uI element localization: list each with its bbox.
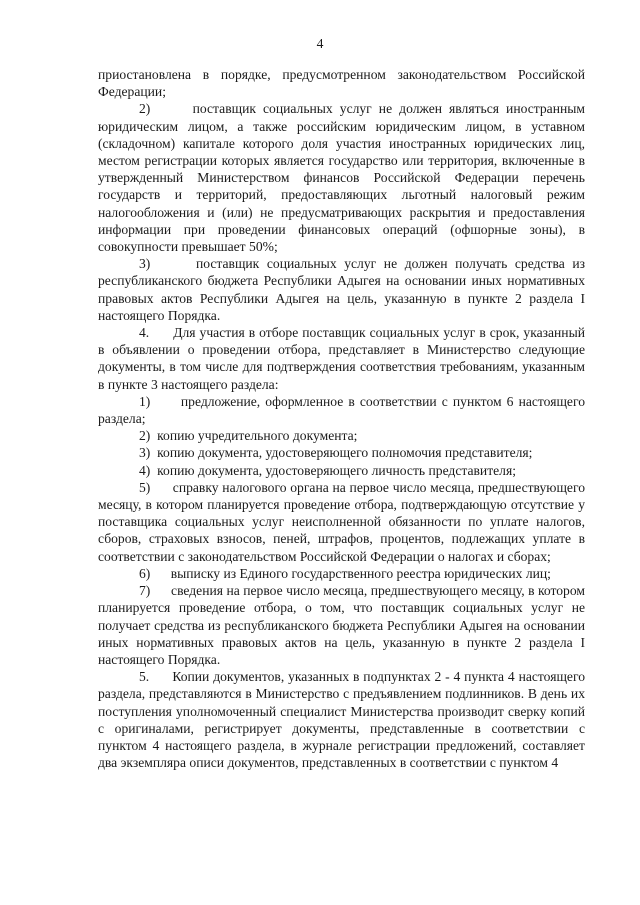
paragraph-doc-4: 4) копию документа, удостоверяющего личность представителя; [139, 462, 516, 478]
paragraph-doc-6: 6) выписку из Единого государственного реестра юридических лиц; [139, 565, 551, 581]
page-number: 4 [316, 36, 324, 51]
paragraph-subitem-2: 2) поставщик социальных услуг не должен являться иностранным юридическим лицом, а также российским юридическим лицом, в уставном (складочном) капитале которого доля участия иностранных юридических лиц, местом регистрации которых является государство или территория, включенные в утвержденный Министерством финансов Российской Федерации перечень государств и территорий, предоставляющих льготный налоговый режим налогообложения и (или) не предусматривающих раскрытия и предоставления информации при проведении финансовых операций (офшорные зоны), в совокупности превышает 50%; [98, 101, 585, 255]
paragraph-doc-2: 2) копию учредительного документа; [139, 428, 358, 444]
document-body [98, 66, 585, 771]
paragraph-item-5: 5. Копии документов, указанных в подпунктах 2 - 4 пункта 4 настоящего раздела, представляются в Министерство с предъявлением подлинников. В день их поступления уполномоченный специалист Министерства производит сверку копий с оригиналами, регистрирует документы, представленные в соответствии с пунктом 4 настоящего раздела, в журнале регистрации предложений, составляет два экземпляра описи документов, представленных в соответствии с пунктом 4 [98, 669, 585, 771]
paragraph-continuation: приостановлена в порядке, предусмотренном законодательством Российской Федерации; [98, 67, 585, 100]
paragraph-doc-5: 5) справку налогового органа на первое число месяца, предшествующего месяцу, в котором планируется проведение отбора, подтверждающую отсутствие у поставщика социальных услуг неисполненной обязанности по уплате налогов, сборов, страховых взносов, пеней, штрафов, процентов, подлежащих уплате в соответствии с законодательством Российской Федерации о налогах и сборах; [98, 479, 585, 564]
paragraph-doc-1: 1) предложение, оформленное в соответствии с пунктом 6 настоящего раздела; [98, 393, 585, 427]
paragraph-item-4: 4. Для участия в отборе поставщик социальных услуг в срок, указанный в объявлении о проведении отбора, представляет в Министерство следующие документы, в том числе для подтверждения соответствия требованиям, указанным в пункте 3 настоящего раздела: [98, 325, 585, 392]
paragraph-doc-7: 7) сведения на первое число месяца, предшествующего месяцу, в котором планируется проведение отбора, о том, что поставщик социальных услуг не получает средства из республиканского бюджета Республики Адыгея на основании иных нормативных правовых актов на цель, указанную в пункте 2 раздела I настоящего Порядка. [98, 583, 585, 667]
paragraph-subitem-3: 3) поставщик социальных услуг не должен получать средства из республиканского бюджета Республики Адыгея на основании иных нормативных правовых актов Республики Адыгея на цель, указанную в пункте 2 раздела I настоящего Порядка. [98, 256, 585, 323]
paragraph-doc-3: 3) копию документа, удостоверяющего полномочия представителя; [139, 445, 533, 461]
